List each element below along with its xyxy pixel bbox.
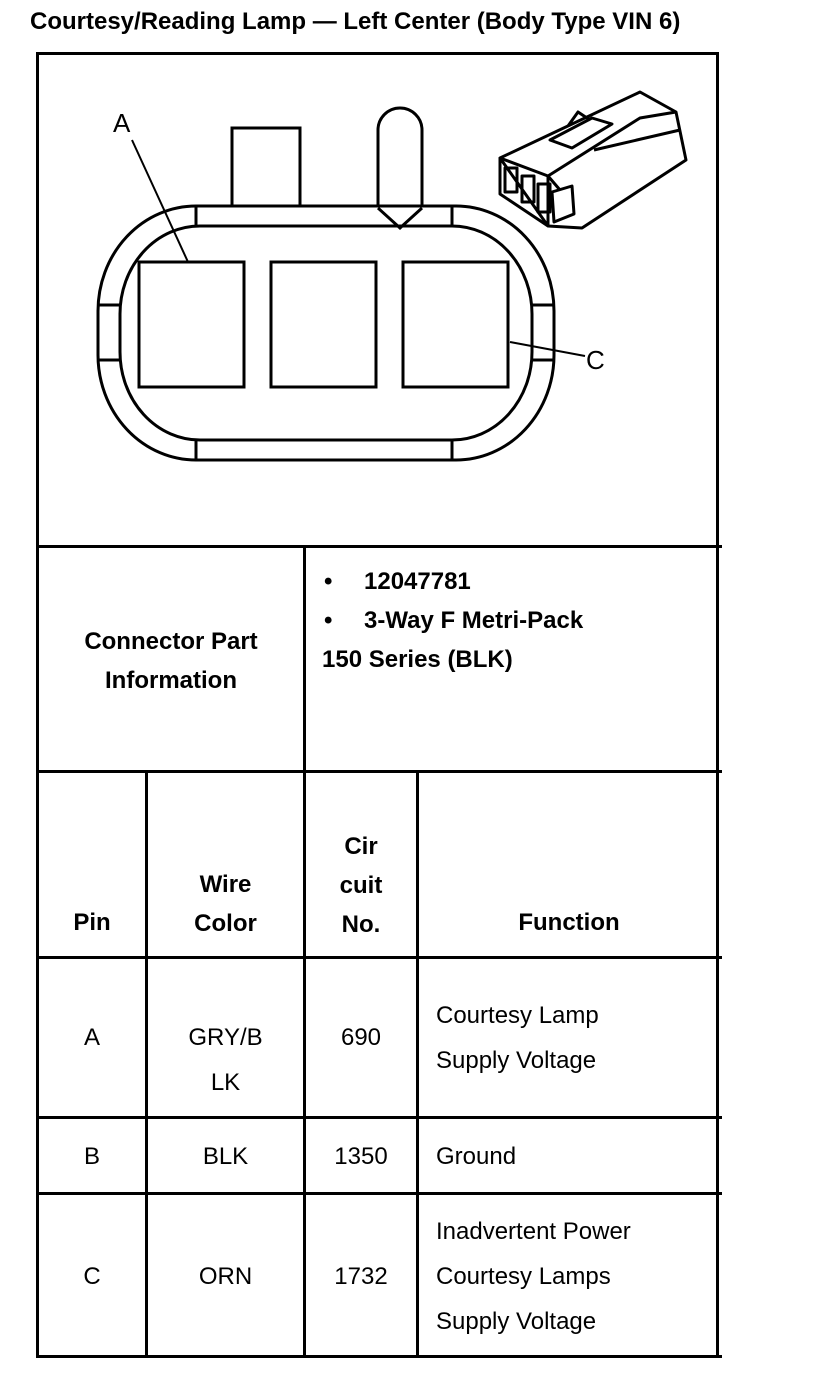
divider-info-vertical: [303, 545, 306, 773]
connector-info-label-line2: Information: [105, 666, 237, 694]
key-post: [378, 108, 422, 206]
header-pin: Pin: [73, 909, 111, 936]
header-circuit-line3: No.: [341, 910, 381, 938]
row-a-function-line2: Supply Voltage: [436, 1047, 597, 1074]
header-wire-color-line1: Wire: [199, 871, 252, 898]
page-title: Courtesy/Reading Lamp — Left Center (Body Type VIN 6): [30, 8, 681, 35]
row-b-function: [436, 1134, 516, 1179]
row-a-wire-color-line2: LK: [210, 1069, 241, 1096]
header-circuit-line2: cuit: [339, 871, 383, 899]
latch-tab: [232, 128, 300, 206]
row-a-function-line1: Courtesy Lamp: [436, 1002, 599, 1029]
row-a-wire-color-line1: GRY/B: [188, 1024, 263, 1051]
header-wire-color: [148, 862, 303, 946]
row-c-pin: C: [83, 1263, 101, 1290]
housing-inner: [120, 226, 532, 440]
connector-info-list: [322, 562, 583, 679]
row-c-wire-color: ORN: [198, 1263, 253, 1290]
label-a: A: [113, 108, 131, 138]
bullet: •: [324, 568, 333, 595]
col-divider-3: [416, 770, 419, 1358]
table-top-border: [36, 770, 722, 773]
row-c-circuit: 1732: [334, 1263, 388, 1290]
header-circuit: [306, 824, 416, 946]
connector-type: 3-Way F Metri-Pack: [364, 607, 584, 634]
row-c-function-line3: Supply Voltage: [436, 1308, 597, 1335]
row-a-pin: A: [83, 1024, 100, 1051]
row-b-function-line1: Ground: [436, 1143, 517, 1170]
row-c-function-line2: Courtesy Lamps: [436, 1263, 611, 1290]
part-number: 12047781: [364, 568, 471, 595]
connector-3d-icon: [500, 92, 686, 228]
table-bottom-border: [36, 1355, 722, 1358]
row-divider-b: [36, 1192, 722, 1195]
info-series: 150 Series (BLK): [322, 646, 513, 673]
header-wire-color-line2: Color: [194, 910, 257, 937]
row-a-circuit: 690: [340, 1024, 382, 1051]
cavity-a: [139, 262, 244, 387]
row-b-pin: B: [83, 1143, 100, 1170]
bullet: •: [324, 607, 333, 634]
cavity-b: [271, 262, 376, 387]
row-a-function: [436, 993, 599, 1083]
header-circuit-line1: Cir: [344, 832, 378, 860]
info-item-part-number: [322, 562, 583, 601]
label-c: C: [586, 345, 605, 375]
housing-outer: [98, 206, 554, 460]
row-a-wire-color: [148, 1015, 303, 1105]
row-c-function-line1: Inadvertent Power: [436, 1218, 631, 1245]
row-b-circuit: 1350: [334, 1143, 388, 1170]
table-header-divider: [36, 956, 722, 959]
connector-info-label-line1: Connector Part: [84, 627, 258, 655]
header-function: Function: [518, 909, 620, 936]
row-c-function: [436, 1209, 631, 1344]
cavity-c: [403, 262, 508, 387]
row-divider-a: [36, 1116, 722, 1119]
row-b-wire-color: BLK: [202, 1143, 249, 1170]
info-item-type: [322, 601, 583, 640]
connector-info-label: [39, 548, 303, 773]
